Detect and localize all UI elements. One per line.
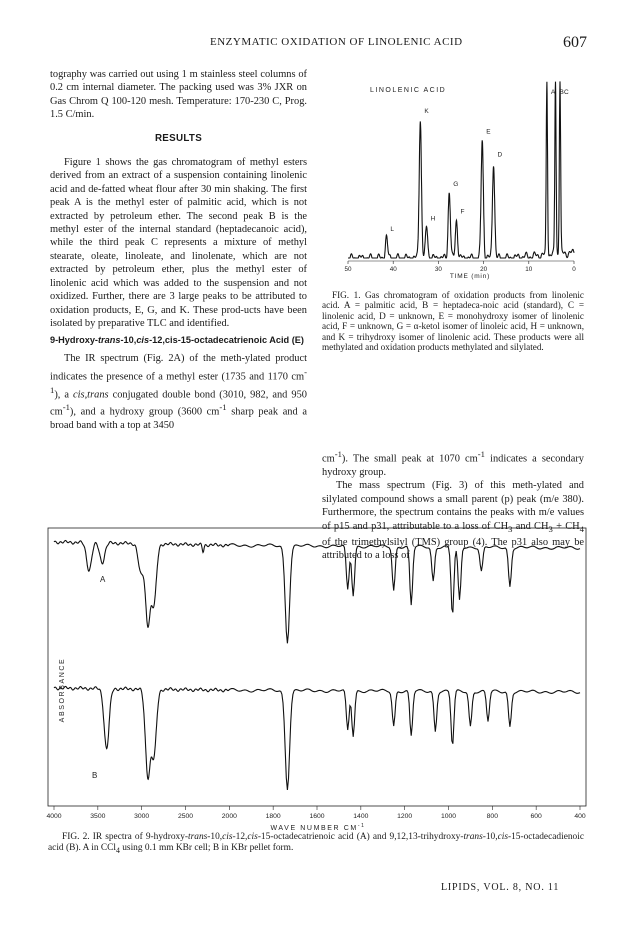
fig2-caption-text: [48, 832, 584, 856]
fig2-y-axis-label: ABSORBANCE: [59, 657, 66, 723]
fig2-tick-label: 2000: [221, 813, 237, 820]
paragraph-hydroxy: [322, 448, 584, 479]
fig2-tick-label: 4000: [46, 813, 62, 820]
fig2-tick-label: 600: [530, 813, 542, 820]
running-head: [0, 36, 629, 54]
fig2-tick-label: 3500: [90, 813, 106, 820]
ms-text-d: of the trimethylsilyl (TMS) group (4). The p31 also may be attributed to a loss of: [322, 536, 584, 562]
running-title: ENZYMATIC OXIDATION OF LINOLENIC ACID: [210, 36, 463, 48]
fig2-tick-label: 2500: [177, 813, 194, 820]
fig1-peak-label: D: [497, 151, 503, 159]
ir-text-cistrans: cis,trans: [73, 389, 109, 401]
fig2-tick-label: 1800: [265, 813, 281, 820]
fig2-x-axis-text: WAVE NUMBER CM: [270, 825, 358, 832]
fig2-x-axis-label: [270, 823, 365, 832]
fig1-peak-label: H: [430, 215, 436, 223]
superscript: -1: [334, 449, 342, 459]
fig1-inner-label: LINOLENIC ACID: [370, 87, 447, 94]
fig2-tick-label: 1400: [353, 813, 369, 820]
fig1-peak-labels: [390, 89, 569, 233]
fig2-tick-label: 1600: [309, 813, 325, 820]
fig1-trace: [348, 81, 574, 258]
subheading-cis: cis: [136, 335, 150, 346]
figure1-chromatogram: [322, 70, 584, 288]
paragraph-results: Figure 1 shows the gas chromatogram of methyl esters derived from an extract of a suspension containing linolenic acid and de-fatted wheat flour after 30 min shaking. The first peak A is the methyl ester of palmitic acid, which is not extracted by petroleum ether. The second peak B is the methyl ester of the internal standard (heptadecanoic acid), while the third peak C represents a mixture of methyl stearate, oleate, linoleate, and linolenate, which are not extracted by petroleum ether, plus the methyl ester of linolenic acid which was added to the suspension and not oxidized. Further, there are 3 large peaks to be attributed to oxidation products, E, G, and K. These prod-ucts have been isolated by preparative TLC and identified.: [50, 157, 307, 329]
f2c-f: cis: [247, 832, 258, 842]
compound-e-heading: [50, 334, 307, 346]
fig2-tick-label: 800: [486, 813, 499, 820]
fig1-peak-label: G: [453, 180, 459, 188]
f2c-b: trans: [188, 832, 208, 842]
fig2-trace-b: [54, 686, 580, 790]
fig2-x-ticks: [46, 806, 585, 820]
fig1-x-ticks: [344, 261, 576, 273]
subheading-middle: -10,: [120, 335, 137, 346]
fig1-caption-text: FIG. 1. Gas chromatogram of oxidation products from linolenic acid. A = palmitic acid, B = heptadeca-noic acid (standard), C = linolenic acid, D = unknown, E = monohydroxy isomer of linolenic acid, F = unknown, G = α-ketol isomer of linoleic acid, H = unknown, and K = trihydroxy isomer of linolenic acid. These products were all methylated and oxidation products methylated and silylated.: [322, 290, 584, 353]
ms-text-a: The mass spectrum (Fig. 3) of this meth-ylated and silylated compound shows a small parent (p) peak (m/e 380). Furthermore, the spectrum contains the peaks with m/e values of p15 and p31, attributable to a loss of CH: [322, 480, 584, 532]
rc-text-c: indicates a secondary hydroxy group.: [322, 453, 584, 478]
f2c-k: -15-octadecadienoic acid (B). A in CCl: [48, 832, 584, 854]
f2c-l: 4: [115, 846, 120, 856]
subscript: 3: [508, 523, 513, 534]
subscript: 3: [548, 523, 553, 534]
fig1-tick-label: 10: [525, 266, 533, 273]
fig1-tick-label: 50: [344, 266, 352, 273]
f2c-d: cis: [222, 832, 233, 842]
ir-text-b: ), a: [54, 389, 74, 401]
subscript: 4: [579, 523, 584, 534]
ir-text-e: ), and a hydroxy group (3600 cm: [69, 406, 220, 418]
fig1-peak-label: B: [559, 89, 564, 96]
fig1-peak-label: F: [460, 208, 465, 216]
fig1-peak-label: C: [563, 89, 569, 96]
fig2-tick-label: 3000: [134, 813, 150, 820]
page-number: 607: [563, 34, 587, 51]
fig1-tick-label: 40: [389, 266, 397, 273]
left-column: [50, 68, 307, 433]
ir-text-d: conjugated double bond (3010, 982, and 950 cm: [50, 389, 307, 418]
f2c-g: -15-octadecatrienoic acid (A) and 9,12,13-trihydroxy-: [257, 832, 464, 842]
fig1-tick-label: 20: [480, 266, 488, 273]
figure1-caption: [322, 290, 584, 352]
rc-text-b: ). The small peak at 1070 cm: [341, 453, 478, 465]
superscript: -1: [62, 402, 70, 413]
fig2-trace-label-a: A: [100, 575, 106, 584]
fig1-x-axis-label: TIME (min): [449, 273, 491, 280]
fig2-trace-a: [54, 541, 580, 644]
fig2-tick-label: 1200: [397, 813, 413, 820]
journal-footer: LIPIDS, VOL. 8, NO. 11: [441, 882, 560, 893]
fig1-peak-label: K: [424, 107, 429, 115]
fig2-frame: [48, 528, 586, 806]
fig1-peak-label: E: [486, 128, 491, 136]
f2c-c: -10,: [207, 832, 223, 842]
subheading-suffix: -12,cis-15-octadecatrienoic Acid (E): [149, 335, 304, 346]
rc-text-a: cm: [322, 453, 335, 465]
f2c-i: -10,: [482, 832, 498, 842]
subheading-trans: trans: [98, 335, 121, 346]
f2c-j: cis: [497, 832, 508, 842]
superscript: -1: [50, 366, 307, 395]
paragraph-methods-end: tography was carried out using 1 m stainless steel columns of 0.2 cm internal diameter. The packing used was 3% JXR on Gas Chrom Q 100-120 mesh. Temperature: 170-230 C, Prog. 1.5 C/min.: [50, 69, 307, 121]
f2c-h: trans: [463, 832, 483, 842]
ir-text-f: sharp peak and a broad band with a top at 3450: [50, 406, 307, 432]
figure2-caption: [48, 832, 584, 856]
fig1-peak-label: A: [550, 89, 556, 96]
fig1-tick-label: 0: [572, 266, 576, 273]
superscript: -1: [477, 449, 485, 459]
paragraph-ir-spectrum: [50, 352, 307, 432]
fig2-trace-label-b: B: [92, 771, 98, 780]
subheading-prefix: 9-Hydroxy-: [50, 335, 98, 346]
fig1-peak-label: L: [390, 226, 395, 234]
results-heading: RESULTS: [154, 132, 203, 144]
f2c-a: FIG. 2. IR spectra of 9-hydroxy-: [62, 832, 188, 842]
f2c-e: -12,: [232, 832, 248, 842]
fig1-tick-label: 30: [434, 266, 442, 273]
ms-text-b: and CH: [512, 520, 549, 532]
figure2-ir-spectra: [40, 520, 596, 832]
fig2-tick-label: 1000: [440, 813, 457, 820]
ms-text-c: + CH: [552, 520, 580, 532]
ir-text-a: The IR spectrum (Fig. 2A) of the meth-ylated product indicates the presence of a methyl ester (1735 and 1170 cm: [50, 353, 307, 383]
superscript: -1: [219, 402, 227, 413]
fig2-x-axis-sup: -1: [357, 823, 366, 829]
f2c-m: using 0.1 mm KBr cell; B in KBr pellet form.: [119, 843, 294, 854]
fig2-tick-label: 400: [574, 813, 586, 820]
